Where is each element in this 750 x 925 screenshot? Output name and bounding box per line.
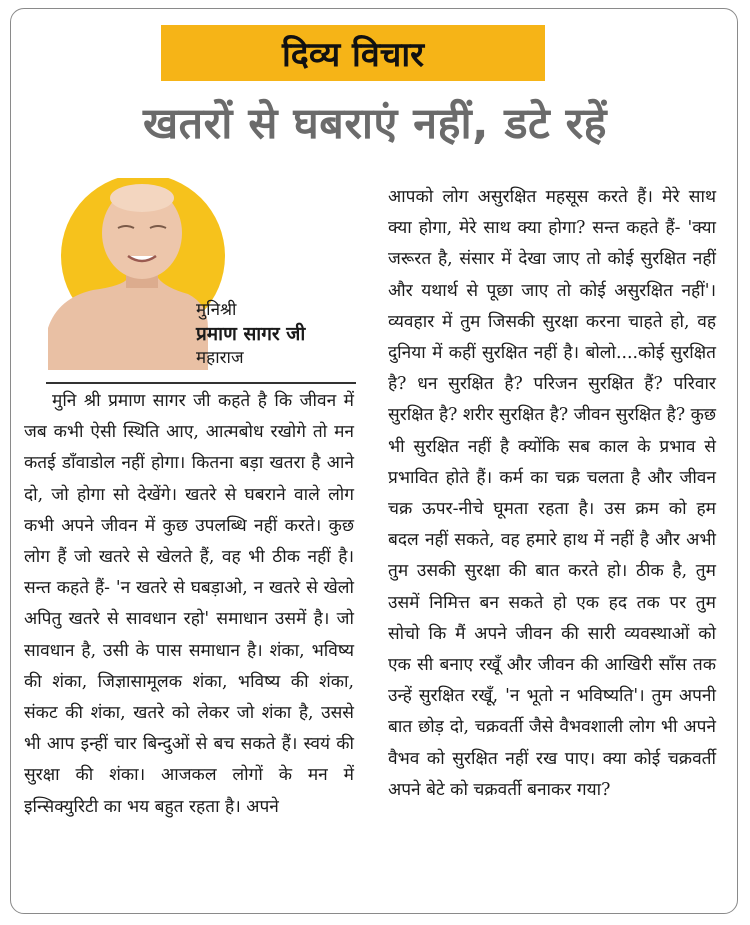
article-headline: खतरों से घबराएं नहीं, डटे रहें	[142, 99, 608, 149]
section-label: दिव्य विचार	[281, 35, 425, 75]
article-column-right: आपको लोग असुरक्षित महसूस करते हैं। मेरे साथ क्या होगा, मेरे साथ क्या होगा? सन्त कहते हैं- 'क्या जरूरत है, संसार में देखा जाए तो कोई सुरक्षित नहीं और यथार्थ से पूछा जाए तो कोई असुरक्षित नहीं'। व्यवहार में तुम जिसकी सुरक्षा करना चाहते हो, वह दुनिया में कहीं सुरक्षित नहीं है। बोलो....कोई सुरक्षित है? धन सुरक्षित है? परिजन सुरक्षित हैं? परिवार सुरक्षित है? शरीर सुरक्षित है? जीवन सुरक्षित है? कुछ भी सुरक्षित नहीं है क्योंकि सब काल के प्रभाव से प्रभावित होते हैं। कर्म का चक्र चलता है और जीवन चक्र ऊपर-नीचे घूमता रहता है। उस क्रम को हम बदल नहीं सकते, वह हमारे हाथ में नहीं है और अभी तुम उसकी सुरक्षा की बात करते हो। ठीक है, तुम उसमें निमित्त बन सकते हो एक हद तक पर तुम सोचो कि मैं अपने जीवन की सारी व्यवस्थाओं को एक सी बनाए रखूँ और जीवन की आखिरी साँस तक उन्हें सुरक्षित रखूँ, 'न भूतो न भविष्यति'। तुम अपनी बात छोड़ दो, चक्रवर्ती जैसे वैभवशाली लोग भी अपने वैभव को सुरक्षित नहीं रख पाए। क्या कोई चक्रवर्ती अपने बेटे को चक्रवर्ती बनाकर गया?	[388, 187, 716, 800]
author-prefix: मुनिश्री	[196, 300, 237, 320]
article-column-left: मुनि श्री प्रमाण सागर जी कहते है कि जीवन में जब कभी ऐसी स्थिति आए, आत्मबोध रखोगे तो मन कतई डाँवाडोल नहीं होगा। कितना बड़ा खतरा है आने दो, जो होगा सो देखेंगे। खतरे से घबराने वाले लोग कभी अपने जीवन में कुछ उपलब्धि नहीं करते। कुछ लोग हैं जो खतरे से खेलते हैं, वह भी ठीक नहीं है। सन्त कहते हैं- 'न खतरे से घबड़ाओ, न खतरे से खेलो अपितु खतरे से सावधान रहो' समाधान उसमें है। जो सावधान है, उसी के पास समाधान है। शंका, भविष्य की शंका, जिज्ञासामूलक शंका, भविष्य की शंका, संकट की शंका, खतरे को लेकर जो शंका है, उससे भी आप इन्हीं चार बिन्दुओं से बच सकते हैं। स्वयं की सुरक्षा की शंका। आजकल लोगों के मन में इन्सिक्युरिटी का भय बहुत रहता है। अपने	[24, 391, 354, 817]
author-suffix: महाराज	[196, 348, 244, 368]
section-banner	[161, 25, 545, 81]
divider-rule	[46, 382, 356, 384]
author-byline	[196, 298, 305, 370]
author-name: प्रमाण सागर जी	[196, 323, 306, 345]
portrait-crown	[110, 184, 174, 212]
